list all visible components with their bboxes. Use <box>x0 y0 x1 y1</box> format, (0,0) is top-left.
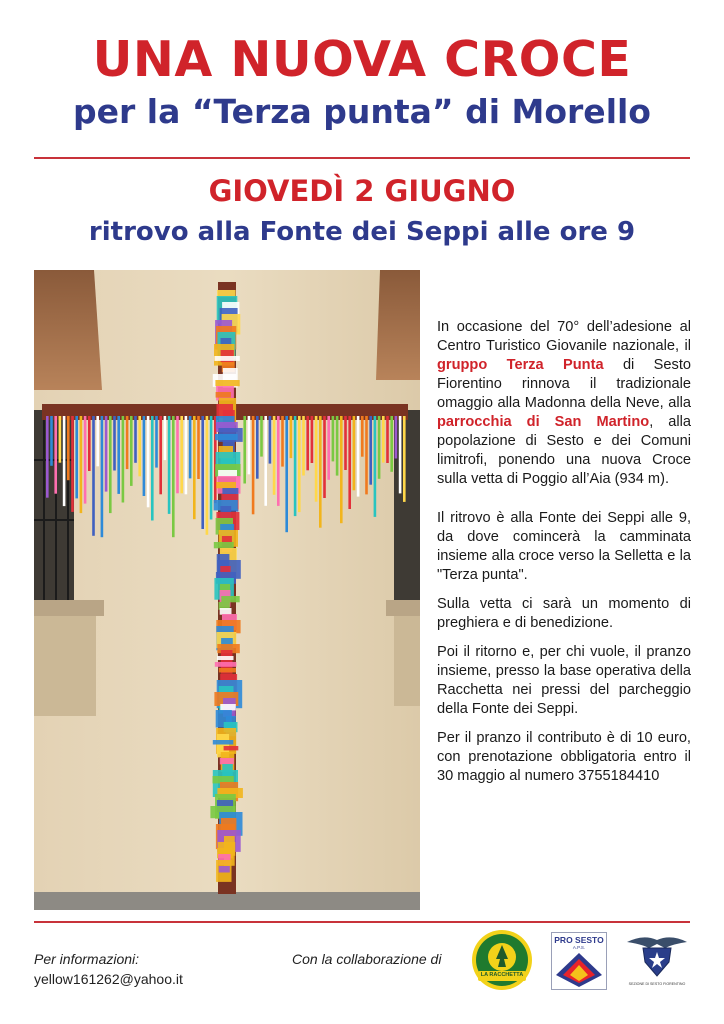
cross-photo <box>34 270 420 910</box>
ribbon <box>71 416 74 512</box>
ribbon <box>302 416 305 476</box>
ribbon <box>80 416 83 513</box>
ribbon <box>210 416 213 520</box>
ribbon <box>369 416 372 485</box>
ribbon <box>189 416 192 478</box>
paragraph-contribution: Per il pranzo il contributo è di 10 euro, con prenotazione obbligatoria entro il 30 maggio al numero 3755184410 <box>437 730 691 784</box>
ribbon <box>63 416 66 506</box>
ribbon <box>122 416 125 503</box>
cai-logo-text: SEZIONE DI SESTO FIORENTINO <box>628 982 686 986</box>
ribbon <box>311 416 314 463</box>
ribbon <box>220 704 236 710</box>
ribbon <box>395 416 398 459</box>
highlight-parrocchia: parrocchia di San Martino <box>437 414 650 430</box>
pro-sesto-logo-subtext: A.P.S. <box>572 945 586 950</box>
ribbon <box>185 416 188 494</box>
ribbon <box>216 392 231 398</box>
ribbon <box>193 416 196 519</box>
ribbon <box>290 416 293 458</box>
ribbon <box>281 416 284 467</box>
ribbon <box>285 416 288 532</box>
ribbon <box>399 416 402 493</box>
ribbon <box>101 416 104 537</box>
event-date: GIOVEDÌ 2 GIUGNO <box>208 174 516 208</box>
paragraph-summit: Sulla vetta ci sarà un momento di preghiera e di benedizione. <box>437 596 691 631</box>
ribbon <box>221 596 239 602</box>
ribbon <box>117 416 120 494</box>
ribbon <box>54 416 57 494</box>
ribbon <box>130 416 133 486</box>
ribbon <box>159 416 162 494</box>
ribbon <box>50 416 53 466</box>
ribbon <box>84 416 87 504</box>
ribbon <box>332 416 335 461</box>
ribbon <box>319 416 322 528</box>
racchetta-logo-text: LA RACCHETTA <box>480 972 524 978</box>
ribbon <box>382 416 385 463</box>
ribbon <box>88 416 91 471</box>
ribbon <box>273 416 276 495</box>
ribbon <box>224 746 239 750</box>
ribbon <box>336 416 339 476</box>
ribbon <box>113 416 116 471</box>
ribbon <box>164 416 167 460</box>
ribbon <box>248 416 251 474</box>
ribbon <box>172 416 175 537</box>
ribbon <box>378 416 381 479</box>
ribbon <box>269 416 272 464</box>
ribbon <box>403 416 406 502</box>
ribbon <box>277 416 280 506</box>
ribbon <box>214 542 234 548</box>
ribbon <box>217 656 233 660</box>
ribbon <box>138 416 141 476</box>
roof-right <box>376 270 420 380</box>
ribbon <box>105 416 108 492</box>
page-title: UNA NUOVA CROCE <box>92 31 632 88</box>
ribbon <box>215 662 237 667</box>
pro-sesto-logo-text: PRO SESTO <box>554 935 604 945</box>
ribbon <box>344 416 347 470</box>
ribbon <box>219 866 230 873</box>
ribbon <box>340 416 343 523</box>
cai-logo <box>625 932 689 992</box>
bottom-divider <box>34 921 690 923</box>
ribbon <box>197 416 200 479</box>
contact-email[interactable]: yellow161262@yahoo.it <box>34 971 183 987</box>
ribbon <box>365 416 368 494</box>
ribbon <box>361 416 364 457</box>
ribbon <box>75 416 78 498</box>
paragraph-lunch: Poi il ritorno e, per chi vuole, il pranzo insieme, presso la base operativa della Racchetta nei pressi del parcheggio della Fonte dei Seppi. <box>437 644 691 717</box>
ribbon <box>357 416 360 497</box>
ribbon <box>134 416 137 463</box>
ribbon <box>219 668 236 672</box>
info-label: Per informazioni: <box>34 951 140 967</box>
ribbon <box>109 416 112 513</box>
ribbon <box>96 416 99 466</box>
ribbon <box>67 416 70 480</box>
ribbon <box>390 416 393 472</box>
ribbon <box>92 416 95 536</box>
ribbon <box>147 416 150 507</box>
ribbon <box>215 380 239 386</box>
ribbon <box>176 416 179 493</box>
ribbon <box>220 758 234 764</box>
ribbon <box>59 416 62 463</box>
ribbon <box>353 416 356 490</box>
paragraph-intro: In occasione del 70° dell’adesione al Centro Turistico Giovanile nazionale, il gruppo Terza Punta di Sesto Fiorentino rinnova il tradizionale omaggio alla Madonna della Neve, alla parrocchia di San Martino, alla popolazione di Sesto e dei Comuni limitrofi, ponendo una nuova Croce sulla vetta di Poggio all’Aia (934 m). <box>437 319 692 487</box>
ribbon <box>126 416 129 469</box>
pro-sesto-logo <box>551 932 607 990</box>
ribbon <box>206 416 209 535</box>
ribbon <box>215 434 238 440</box>
collaboration-label: Con la collaborazione di <box>292 951 442 967</box>
ribbon <box>306 416 309 470</box>
ribbon <box>348 416 351 509</box>
ribbon <box>46 416 49 498</box>
ribbon <box>143 416 146 496</box>
ribbon <box>315 416 318 502</box>
ribbon <box>323 416 326 498</box>
ribbon <box>256 416 259 479</box>
highlight-gruppo: gruppo Terza Punta <box>437 357 604 373</box>
event-meeting-info: ritrovo alla Fonte dei Seppi alle ore 9 <box>88 217 636 247</box>
ribbon <box>151 416 154 521</box>
ribbon <box>298 416 301 512</box>
ribbon <box>216 482 236 488</box>
ribbon <box>180 416 183 493</box>
racchetta-logo <box>470 929 534 995</box>
ribbon <box>214 356 239 361</box>
ribbon <box>201 416 204 529</box>
ribbon <box>386 416 389 463</box>
ribbon <box>374 416 377 517</box>
top-divider <box>34 157 690 159</box>
ribbon <box>168 416 171 514</box>
ribbon <box>327 416 330 480</box>
ribbon <box>252 416 255 514</box>
roof-left <box>34 270 102 390</box>
page-subtitle: per la “Terza punta” di Morello <box>73 92 651 131</box>
ribbon <box>264 416 267 506</box>
paragraph-meeting: Il ritrovo è alla Fonte dei Seppi alle 9, da dove comincerà la camminata insieme alla croce verso la Selletta e la "Terza punta". <box>437 510 691 583</box>
ribbon <box>213 740 234 745</box>
ribbon <box>155 416 158 468</box>
ribbon <box>260 416 263 457</box>
ribbon <box>294 416 297 516</box>
ribbon <box>243 416 246 484</box>
description <box>437 318 691 796</box>
ribbon <box>220 608 232 615</box>
